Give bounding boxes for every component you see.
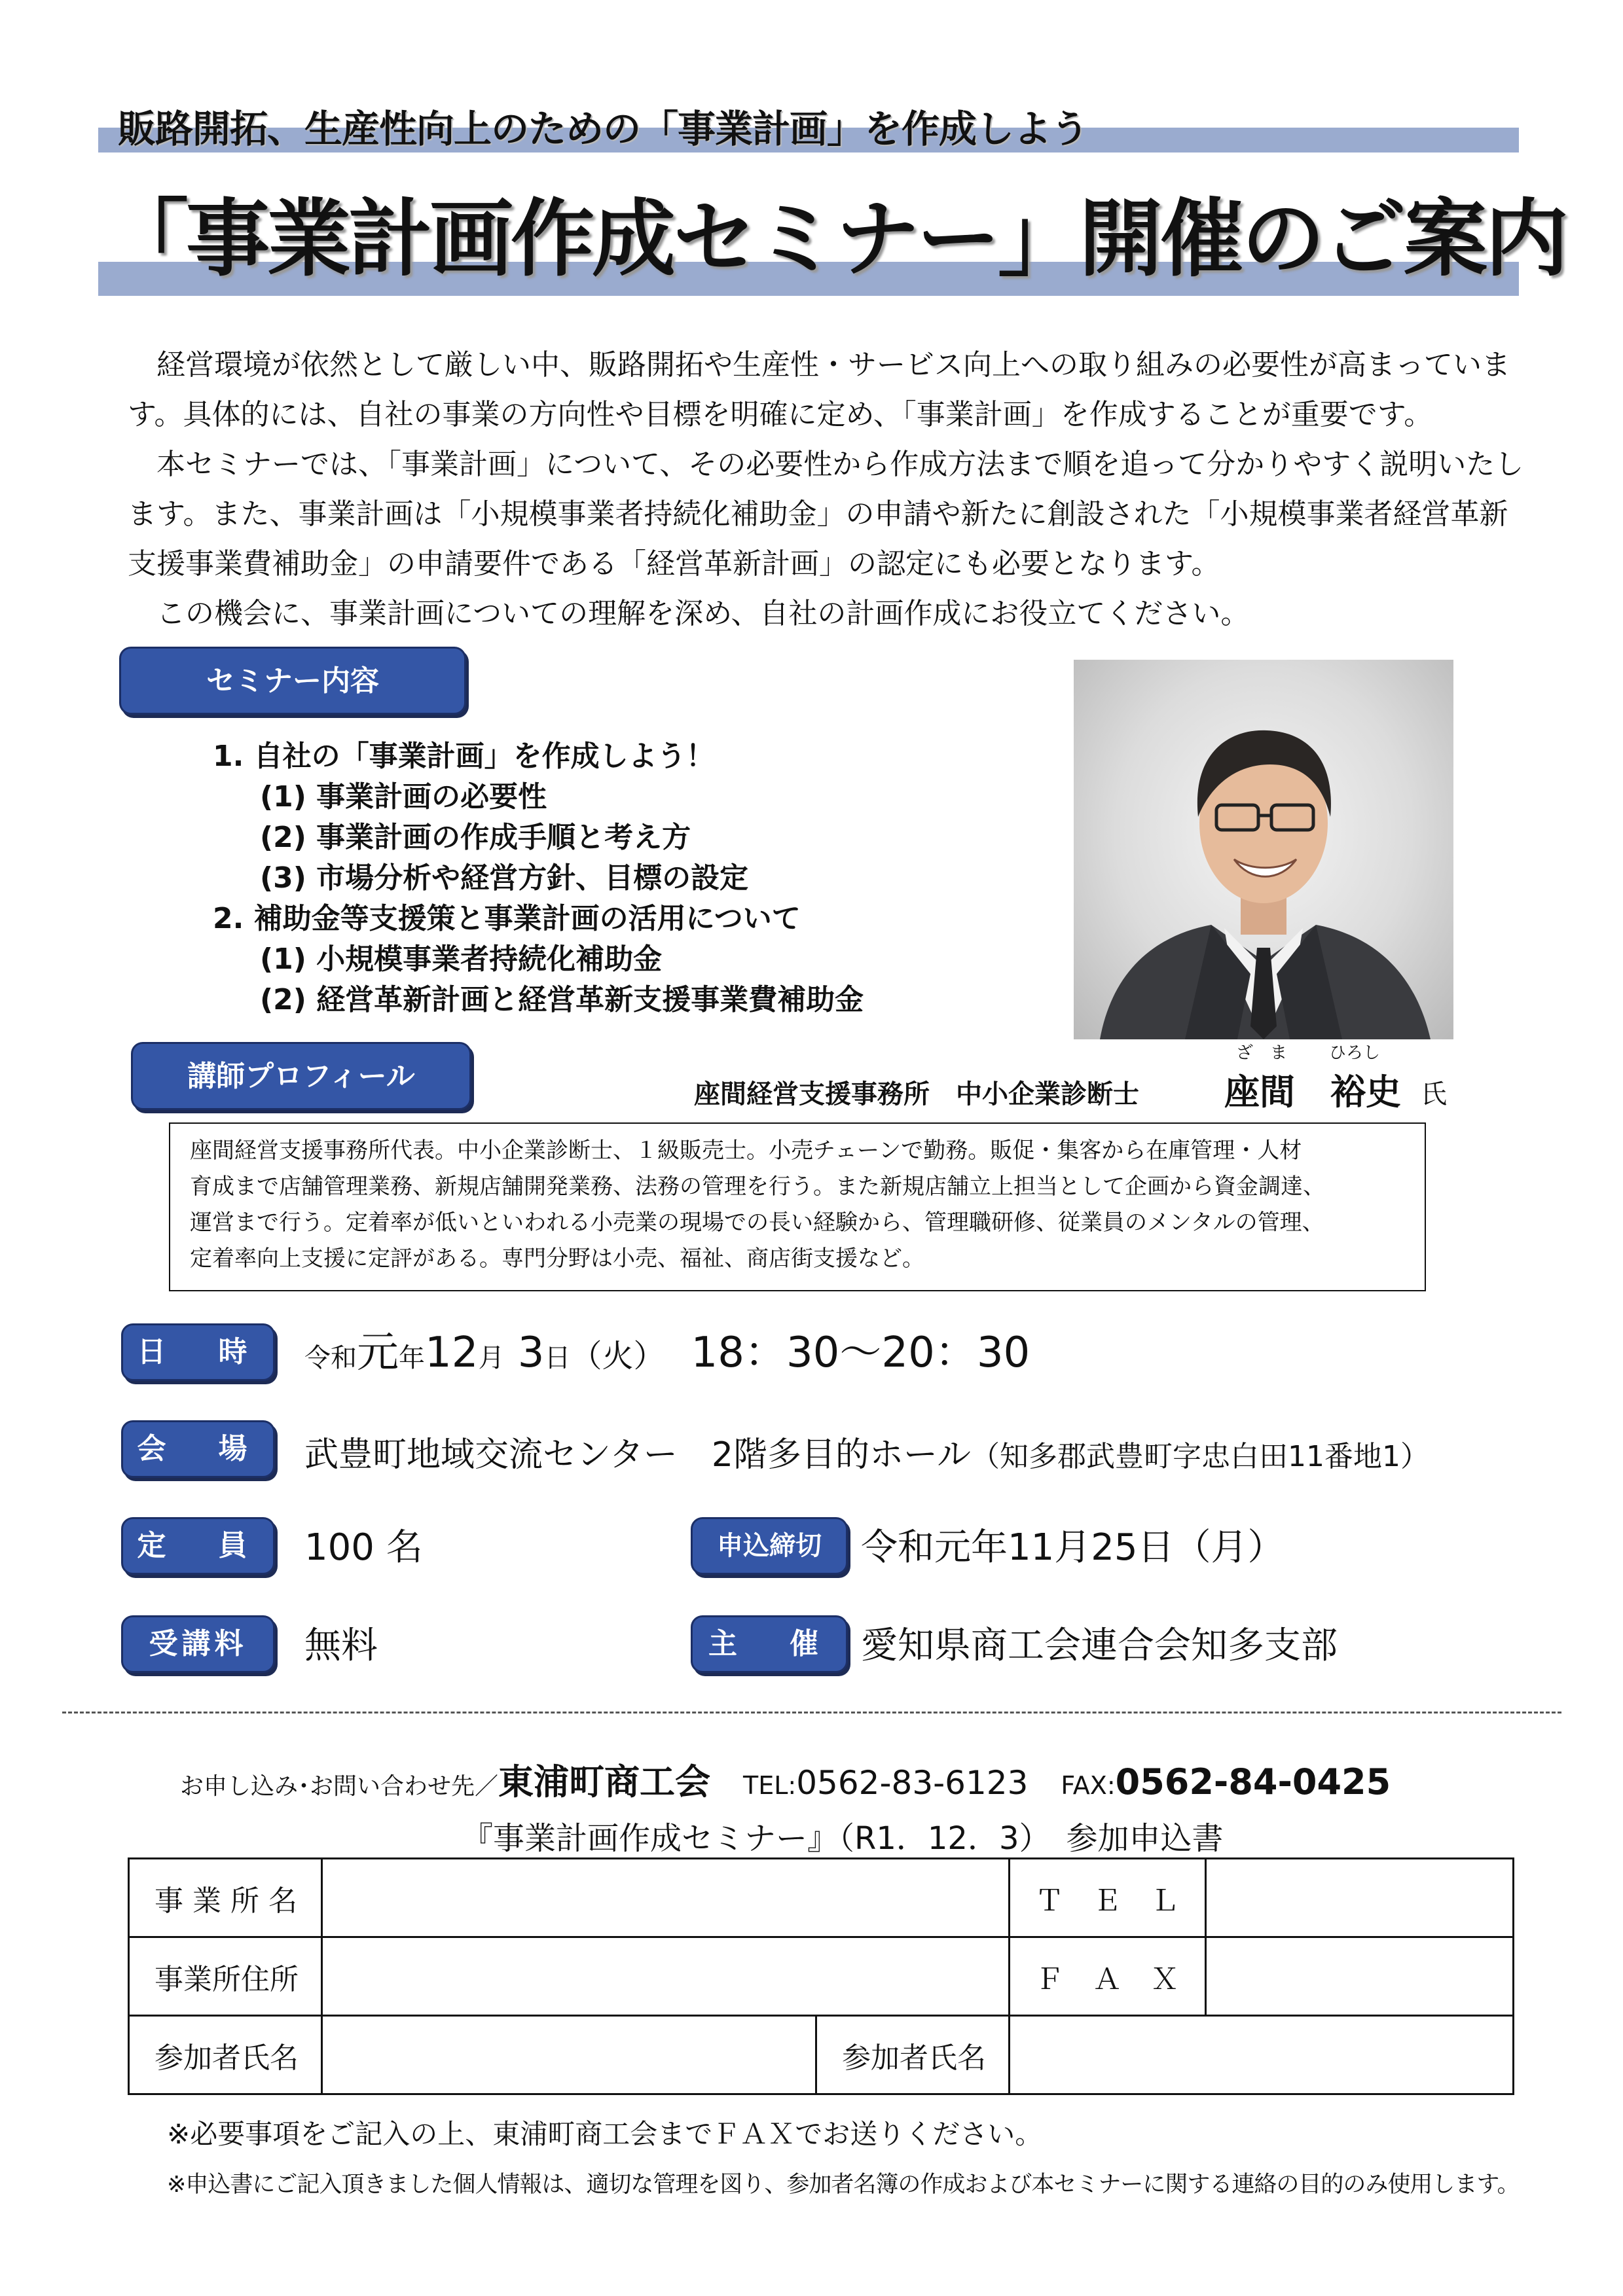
profile-line: 育成まで店舗管理業務、新規店舗開発業務、法務の管理を行う。また新規店舗立上担当として企画から資金調達、 bbox=[190, 1174, 1325, 1200]
profile-line: 座間経営支援事務所代表。中小企業診断士、１級販売士。小売チェーンで勤務。販促・集客から在庫管理・人材 bbox=[190, 1138, 1302, 1164]
contact-org: 東浦町商工会 bbox=[498, 1761, 711, 1803]
venue-name: 武豊町地域交流センター 2階多目的ホール bbox=[304, 1435, 971, 1475]
table-row bbox=[129, 1859, 1514, 1937]
fee-value: 無料 bbox=[304, 1624, 378, 1667]
intro-line: ます。また、事業計画は「小規模事業者持続化補助金」の申請や新たに創設された「小規模事業者経営革新 bbox=[128, 497, 1508, 531]
organizer-label: 主 催 bbox=[691, 1615, 848, 1673]
fax-field[interactable] bbox=[1206, 1937, 1514, 2016]
intro-line: す。具体的には、自社の事業の方向性や目標を明確に定め、「事業計画」を作成することが重要です。 bbox=[128, 398, 1433, 431]
lecturer-profile-heading: 講師プロフィール bbox=[131, 1042, 471, 1110]
table-row bbox=[129, 2016, 1514, 2094]
contact-prefix: お申し込み･お問い合わせ先／ bbox=[180, 1773, 499, 1800]
list-item: (1) 事業計画の必要性 bbox=[260, 780, 547, 814]
deadline-label: 申込締切 bbox=[691, 1517, 848, 1575]
note-privacy: ※申込書にご記入頂きました個人情報は、適切な管理を図り、参加者名簿の作成および本セミナーに関する連絡の目的のみ使用します。 bbox=[167, 2172, 1520, 2198]
lecturer-ruby-family: ざ ま bbox=[1236, 1043, 1288, 1063]
address-field[interactable] bbox=[322, 1937, 1010, 2016]
datetime-day-unit: 日 bbox=[544, 1343, 571, 1373]
datetime-day: 3 bbox=[504, 1329, 545, 1377]
list-item: 1. 自社の「事業計画」を作成しよう！ bbox=[213, 740, 715, 773]
intro-line: 経営環境が依然として厳しい中、販路開拓や生産性・サービス向上への取り組みの必要性が高まっていま bbox=[128, 348, 1510, 382]
lecturer-ruby-given: ひろし bbox=[1329, 1043, 1381, 1063]
list-item: 2. 補助金等支援策と事業計画の活用について bbox=[213, 902, 801, 935]
deadline-value: 令和元年11月25日（月） bbox=[861, 1526, 1285, 1569]
seminar-content-list bbox=[213, 736, 864, 1020]
capacity-value: 100 名 bbox=[304, 1526, 423, 1569]
form-title: 『事業計画作成セミナー』（R1．12．3） 参加申込書 bbox=[462, 1820, 1224, 1857]
lecturer-name: 座間 裕史 bbox=[1224, 1071, 1401, 1113]
list-item: (2) 事業計画の作成手順と考え方 bbox=[260, 821, 691, 854]
venue-label: 会 場 bbox=[121, 1420, 275, 1478]
contact-line bbox=[180, 1754, 1391, 1804]
participant1-label: 参加者氏名 bbox=[129, 2016, 322, 2094]
portrait-icon bbox=[1074, 660, 1453, 1039]
table-row bbox=[129, 1937, 1514, 2016]
intro-line: 本セミナーでは、「事業計画」について、その必要性から作成方法まで順を追って分かりやすく説明いたし bbox=[128, 448, 1524, 481]
capacity-label: 定 員 bbox=[121, 1517, 275, 1575]
business-name-label: 事 業 所 名 bbox=[129, 1859, 322, 1937]
contact-fax: 0562-84-0425 bbox=[1115, 1761, 1391, 1803]
page-subtitle: 販路開拓、生産性向上のための「事業計画」を作成しよう bbox=[118, 107, 1089, 151]
cut-line bbox=[62, 1712, 1561, 1713]
contact-tel-label: TEL: bbox=[743, 1771, 797, 1800]
business-name-field[interactable] bbox=[322, 1859, 1010, 1937]
tel-label: Ｔ Ｅ Ｌ bbox=[1010, 1859, 1206, 1937]
participant2-field[interactable] bbox=[1010, 2016, 1514, 2094]
datetime-month: 12 bbox=[425, 1329, 479, 1377]
page-title: 「事業計画作成セミナー」開催のご案内 bbox=[105, 190, 1567, 288]
venue-value bbox=[304, 1427, 1429, 1476]
profile-line: 定着率向上支援に定評がある。専門分野は小売、福祉、商店街支援など。 bbox=[190, 1246, 924, 1272]
profile-line: 運営まで行う。定着率が低いといわれる小売業の現場での長い経験から、管理職研修、従業員のメンタルの管理、 bbox=[190, 1210, 1324, 1236]
fax-label: Ｆ Ａ Ｘ bbox=[1010, 1937, 1206, 2016]
application-form bbox=[128, 1857, 1514, 2095]
datetime-time: 18：30～20：30 bbox=[691, 1329, 1030, 1377]
lecturer-honorific: 氏 bbox=[1421, 1079, 1447, 1109]
datetime-month-unit: 月 bbox=[478, 1343, 505, 1373]
venue-address: （知多郡武豊町字忠白田11番地1） bbox=[970, 1440, 1429, 1473]
datetime-value bbox=[304, 1319, 1030, 1379]
lecturer-profile-box bbox=[169, 1122, 1426, 1291]
contact-tel: 0562-83-6123 bbox=[796, 1764, 1029, 1802]
organizer-value: 愛知県商工会連合会知多支部 bbox=[861, 1624, 1338, 1667]
datetime-year: 元 bbox=[357, 1329, 399, 1377]
intro-text bbox=[128, 340, 1524, 639]
seminar-content-heading: セミナー内容 bbox=[119, 647, 466, 715]
address-label: 事業所住所 bbox=[129, 1937, 322, 2016]
intro-line: この機会に、事業計画についての理解を深め、自社の計画作成にお役立てください。 bbox=[128, 597, 1250, 630]
lecturer-photo bbox=[1074, 660, 1453, 1039]
intro-line: 支援事業費補助金」の申請要件である「経営革新計画」の認定にも必要となります。 bbox=[128, 547, 1220, 581]
contact-fax-label: FAX: bbox=[1061, 1771, 1116, 1800]
datetime-label: 日 時 bbox=[121, 1323, 275, 1381]
tel-field[interactable] bbox=[1206, 1859, 1514, 1937]
lecturer-office: 座間経営支援事務所 中小企業診断士 bbox=[694, 1079, 1139, 1109]
datetime-year-unit: 年 bbox=[399, 1343, 425, 1373]
list-item: (1) 小規模事業者持続化補助金 bbox=[260, 942, 663, 976]
datetime-era: 令和 bbox=[304, 1343, 357, 1373]
fee-label: 受講料 bbox=[121, 1615, 275, 1673]
participant2-label: 参加者氏名 bbox=[816, 2016, 1010, 2094]
list-item: (3) 市場分析や経営方針、目標の設定 bbox=[260, 861, 749, 895]
list-item: (2) 経営革新計画と経営革新支援事業費補助金 bbox=[260, 983, 864, 1016]
note-fax: ※必要事項をご記入の上、東浦町商工会までＦＡＸでお送りください。 bbox=[167, 2118, 1043, 2150]
participant1-field[interactable] bbox=[322, 2016, 816, 2094]
datetime-weekday: （火） bbox=[570, 1338, 665, 1374]
